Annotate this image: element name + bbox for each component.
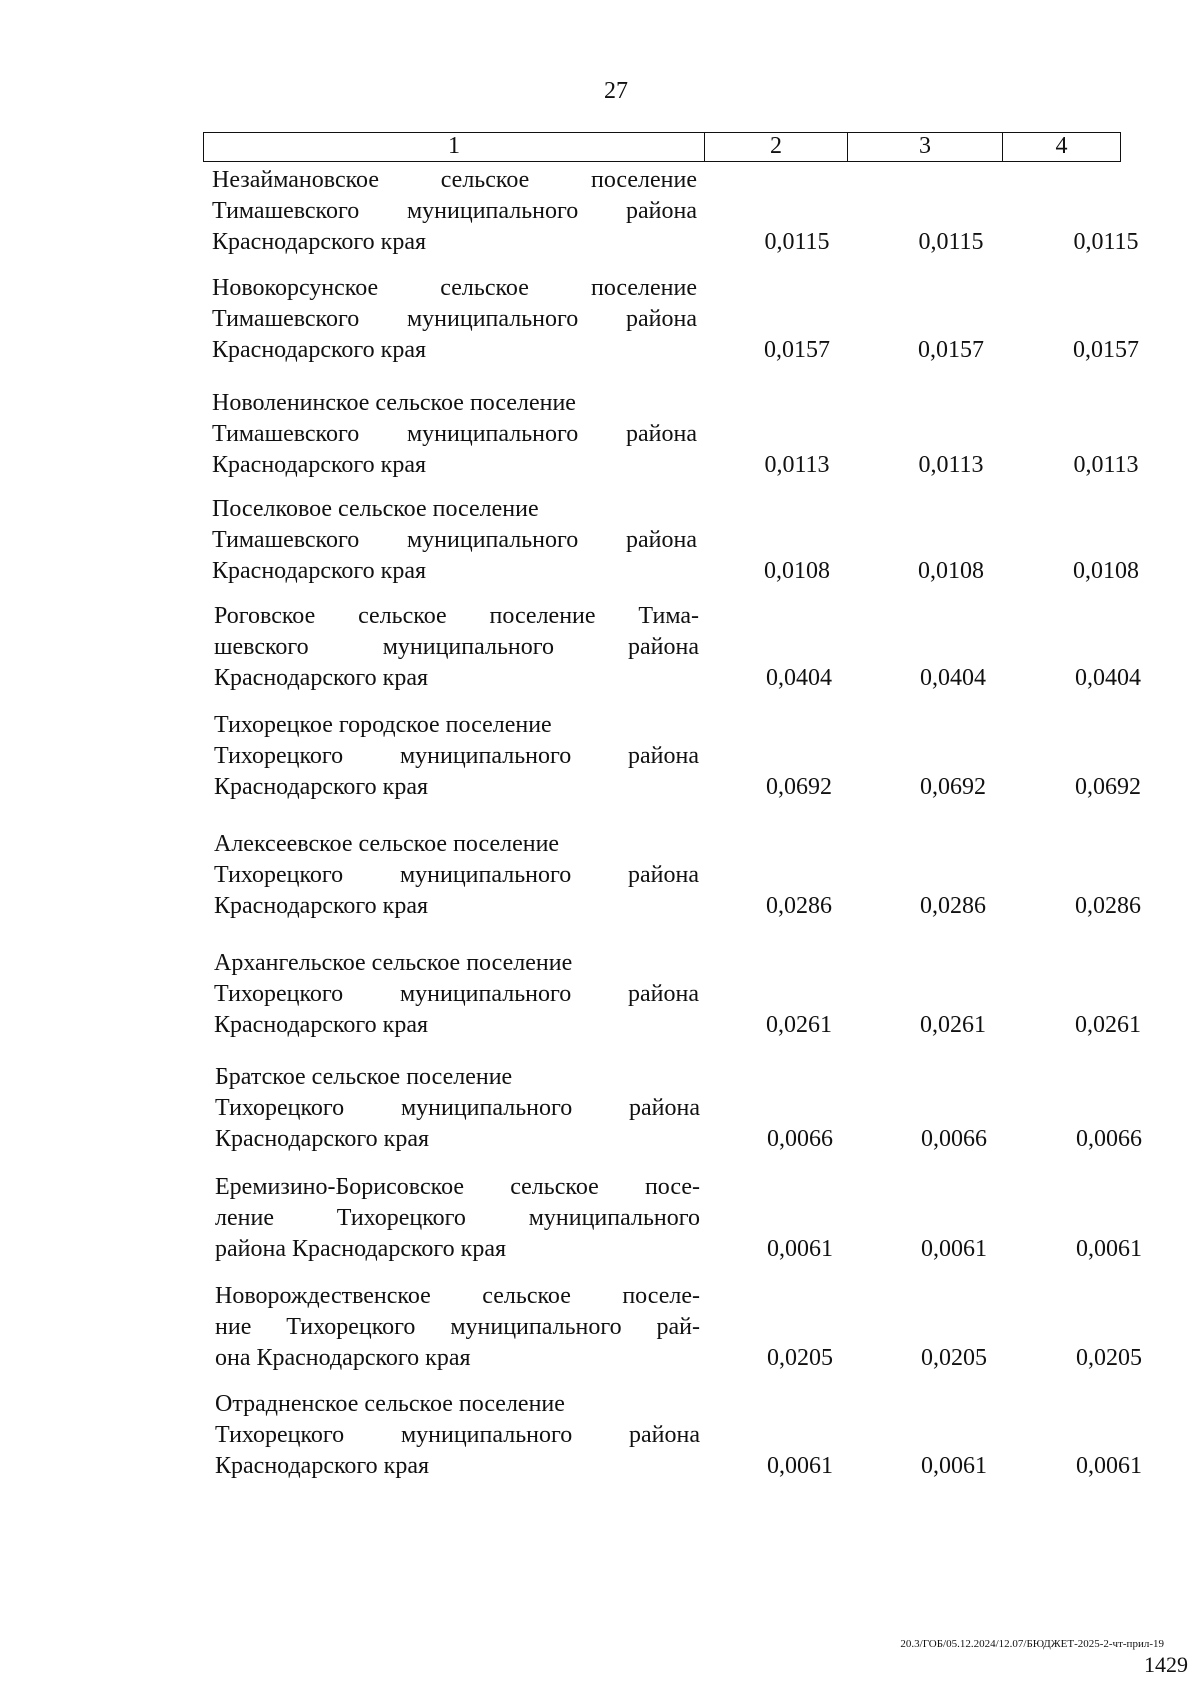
settlement-name-line: Тимашевского муниципального района: [212, 527, 697, 553]
settlement-name-line: Тихорецкого муниципального района: [214, 743, 699, 769]
settlement-name: [214, 948, 699, 1041]
settlement-name-line: Краснодарского края: [212, 337, 427, 363]
settlement-name-line: ление Тихорецкого муниципального: [215, 1205, 700, 1231]
value-col-2: 0,0205: [767, 1345, 833, 1371]
table-row: [0, 388, 1200, 484]
header-col-1: 1: [204, 133, 705, 161]
settlement-name-line: Тимашевского муниципального района: [212, 306, 697, 332]
settlement-name-line: Новорождественское сельское поселе-: [215, 1283, 700, 1309]
settlement-name: [212, 494, 697, 587]
value-col-3: 0,0113: [918, 452, 984, 478]
settlement-name-line: Краснодарского края: [215, 1126, 430, 1152]
table-row: [0, 273, 1200, 369]
value-col-4: 0,0066: [1076, 1126, 1142, 1152]
settlement-name: [214, 601, 699, 694]
value-col-4: 0,0404: [1075, 665, 1141, 691]
settlement-name: [215, 1062, 700, 1155]
settlement-name-line: Отрадненское сельское поселение: [215, 1391, 565, 1417]
value-col-2: 0,0108: [764, 558, 830, 584]
value-col-3: 0,0157: [918, 337, 984, 363]
value-col-4: 0,0115: [1073, 229, 1139, 255]
settlement-name-line: она Краснодарского края: [215, 1345, 471, 1371]
document-code: 20.3/ГОБ/05.12.2024/12.07/БЮДЖЕТ-2025-2-чт-прил-19: [900, 1638, 1164, 1650]
settlement-name-line: Тимашевского муниципального района: [212, 198, 697, 224]
settlement-name: [215, 1389, 700, 1482]
value-col-3: 0,0261: [920, 1012, 986, 1038]
settlement-name-line: Краснодарского края: [212, 229, 427, 255]
value-col-2: 0,0261: [766, 1012, 832, 1038]
value-col-3: 0,0692: [920, 774, 986, 800]
value-col-2: 0,0692: [766, 774, 832, 800]
value-col-4: 0,0692: [1075, 774, 1141, 800]
value-col-3: 0,0115: [918, 229, 984, 255]
value-col-2: 0,0286: [766, 893, 832, 919]
settlement-name-line: Тихорецкое городское поселение: [214, 712, 552, 738]
settlement-name-line: Тихорецкого муниципального района: [215, 1422, 700, 1448]
settlement-name-line: Тихорецкого муниципального района: [214, 981, 699, 1007]
value-col-4: 0,0261: [1075, 1012, 1141, 1038]
table-row: [2, 948, 1200, 1044]
table-row: [2, 710, 1200, 806]
value-col-4: 0,0113: [1073, 452, 1139, 478]
table-row: [0, 165, 1200, 261]
value-col-2: 0,0113: [764, 452, 830, 478]
header-col-2: 2: [705, 133, 848, 161]
settlement-name-line: Краснодарского края: [214, 774, 429, 800]
value-col-3: 0,0108: [918, 558, 984, 584]
value-col-3: 0,0066: [921, 1126, 987, 1152]
settlement-name-line: Краснодарского края: [214, 665, 429, 691]
value-col-2: 0,0061: [767, 1453, 833, 1479]
value-col-4: 0,0061: [1076, 1453, 1142, 1479]
page-number: 27: [604, 78, 628, 104]
settlement-name: [212, 165, 697, 258]
value-col-4: 0,0157: [1073, 337, 1139, 363]
settlement-name: [215, 1172, 700, 1265]
settlement-name-line: Краснодарского края: [214, 893, 429, 919]
table-row: [3, 1172, 1200, 1268]
settlement-name: [212, 273, 697, 366]
table-row: [3, 1062, 1200, 1158]
settlement-name-line: Еремизино-Борисовское сельское посе-: [215, 1174, 700, 1200]
value-col-3: 0,0061: [921, 1236, 987, 1262]
settlement-name-line: Братское сельское поселение: [215, 1064, 513, 1090]
settlement-name-line: Краснодарского края: [215, 1453, 430, 1479]
table-row: [2, 601, 1200, 697]
table-row: [2, 829, 1200, 925]
settlement-name-line: Тихорецкого муниципального района: [215, 1095, 700, 1121]
settlement-name-line: Краснодарского края: [212, 452, 427, 478]
settlement-name-line: Роговское сельское поселение Тима-: [214, 603, 699, 629]
value-col-4: 0,0108: [1073, 558, 1139, 584]
settlement-name-line: Архангельское сельское поселение: [214, 950, 573, 976]
value-col-4: 0,0205: [1076, 1345, 1142, 1371]
table-row: [3, 1281, 1200, 1377]
settlement-name: [214, 710, 699, 803]
value-col-3: 0,0061: [921, 1453, 987, 1479]
settlement-name-line: Незаймановское сельское поселение: [212, 167, 697, 193]
value-col-2: 0,0061: [767, 1236, 833, 1262]
settlement-name-line: шевского муниципального района: [214, 634, 699, 660]
sheet-number: 1429: [1144, 1652, 1188, 1677]
value-col-4: 0,0286: [1075, 893, 1141, 919]
settlement-name-line: Новокорсунское сельское поселение: [212, 275, 697, 301]
value-col-2: 0,0157: [764, 337, 830, 363]
value-col-4: 0,0061: [1076, 1236, 1142, 1262]
value-col-2: 0,0066: [767, 1126, 833, 1152]
settlement-name-line: Новоленинское сельское поселение: [212, 390, 576, 416]
table-row: [0, 494, 1200, 590]
value-col-3: 0,0205: [921, 1345, 987, 1371]
value-col-3: 0,0404: [920, 665, 986, 691]
header-col-3: 3: [848, 133, 1003, 161]
settlement-name-line: ние Тихорецкого муниципального рай-: [215, 1314, 700, 1340]
value-col-2: 0,0404: [766, 665, 832, 691]
table-row: [3, 1389, 1200, 1485]
settlement-name: [214, 829, 699, 922]
settlement-name-line: Краснодарского края: [214, 1012, 429, 1038]
value-col-2: 0,0115: [764, 229, 830, 255]
settlement-name-line: Поселковое сельское поселение: [212, 496, 539, 522]
value-col-3: 0,0286: [920, 893, 986, 919]
settlement-name-line: Алексеевское сельское поселение: [214, 831, 560, 857]
settlement-name-line: Краснодарского края: [212, 558, 427, 584]
settlement-name-line: Тимашевского муниципального района: [212, 421, 697, 447]
settlement-name-line: Тихорецкого муниципального района: [214, 862, 699, 888]
settlement-name: [212, 388, 697, 481]
settlement-name-line: района Краснодарского края: [215, 1236, 507, 1262]
settlement-name: [215, 1281, 700, 1374]
table-header: [203, 132, 1121, 162]
header-col-4: 4: [1055, 133, 1068, 159]
